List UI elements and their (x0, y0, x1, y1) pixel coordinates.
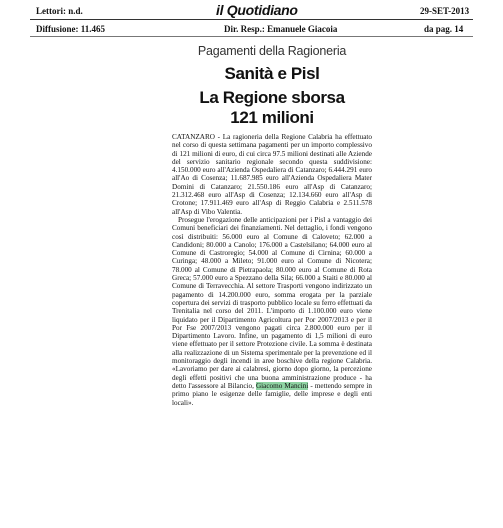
headline-line-1: Sanità e Pisl (224, 64, 320, 83)
header-divider-bottom (30, 36, 473, 37)
header-divider-top (30, 19, 473, 20)
date-label: 29-SET-2013 (420, 6, 470, 16)
paragraph-1: CATANZARO - La ragioneria della Regione Calabria ha effettuato nel corso di questa settimana pagamenti per un importo complessivo di 121 milioni di euro, di cui circa 97.5 milioni destinati alle Aziende del servizio sanitario regionale secondo questa suddivisione: 4.150.000 euro all'Azienda Ospedaliera di Catanzaro; 6.444.291 euro all'Ao di Cosenza; 11.687.985 euro all'Azienda Ospedaliera Mater Domini di Catanzaro; 21.550.186 euro all'Asp di Catanzaro; 21.312.468 euro all'Asp di Cosenza; 12.134.660 euro all'Asp di Crotone; 17.911.469 euro all'Asp di Reggio Calabria e 2.511.578 all'Asp di Vibo Valentia. (172, 133, 372, 216)
paragraph-2-end: - mettendo sempre in primo piano le esigenze delle famiglie, delle imprese e degli enti locali». (172, 381, 373, 407)
paragraph-2 (172, 216, 372, 407)
article-body (172, 133, 372, 407)
paragraph-2-text: Prosegue l'erogazione delle anticipazioni per i Pisl a vantaggio dei Comuni beneficiari dei finanziamenti. Nel dettaglio, i fondi vengono così distribuiti: 56.000 euro al Comune di Caloveto; 62.000 a Candidoni; 80.000 a Canolo; 176.000 a Castelsilano; 64.000 euro al Comune di Castroregio; 54.000 al Comune di Cirnina; 60.000 a Curinga; 48.000 a Mileto; 91.000 euro al Comune di Nicotera; 78.000 al Comune di Pietrapaola; 80.000 euro al Comune di Rota Greca; 57.000 euro a Spezzano della Sila; 66.000 a Staiti e 80.000 al Comune di Terravecchia. Al settore Trasporti vengono indirizzato un pagamento di 14.200.000 euro, somma erogata per la parziale copertura dei servizi di trasporto pubblico locale su ferro effettuati da Trenitalia nel corso del 2011. L'importo di 1.100.000 euro viene liquidato per il Dipartimento Agricoltura per Por 2007/2013 e per il Por Fse 2007/2013 vengono pagati circa 2.800.000 euro per il Dipartimento Lavoro. Infine, un pagamento di 1,5 milioni di euro viene effettuato per il settore Protezione civile. La somma è destinata alla realizzazione di un Sistema sperimentale per la prevenzione ed il monitoraggio degli incendi in aree boschive della regione Calabria. «Lavoriamo per dare ai calabresi, giorno dopo giorno, la percezione degli effetti positivi che una buona amministrazione produce - ha detto l'assessore al Bilancio, (172, 215, 372, 390)
director-label: Dir. Resp.: Emanuele Giacoia (224, 24, 338, 34)
readers-label: Lettori: n.d. (36, 6, 83, 16)
article-kicker: Pagamenti della Ragioneria (197, 44, 347, 58)
headline-line-2: La Regione sborsa (199, 88, 345, 107)
page-label: da pag. 14 (424, 24, 464, 34)
article (172, 44, 372, 407)
document-header (0, 0, 503, 40)
highlighted-name: Giacomo Mancini (255, 381, 309, 390)
circulation-label: Diffusione: 11.465 (36, 24, 106, 34)
headline-line-3: 121 milioni (230, 108, 314, 127)
newspaper-logo: il Quotidiano (216, 2, 298, 18)
